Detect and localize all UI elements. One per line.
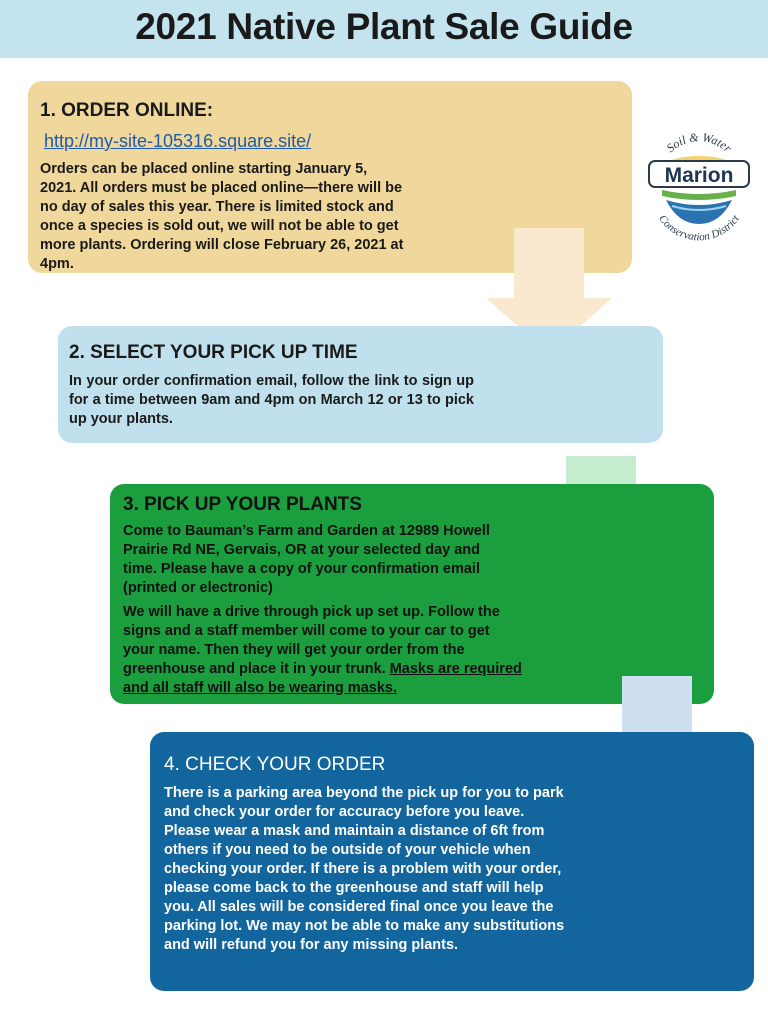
step-3-heading: 3. PICK UP YOUR PLANTS [123, 494, 362, 515]
step-1-body: Orders can be placed online starting January 5, 2021. All orders must be placed online—there will be no day of sales this year. There is limited stock and once a species is sold out, we will not be able to get more plants. Ordering will close February 26, 2021 at 4pm. [40, 161, 404, 272]
marion-swcd-logo [640, 120, 758, 250]
masks-notice: Masks are required and all staff will also be wearing masks. [123, 661, 522, 696]
step-3-body-a: Come to Bauman’s Farm and Garden at 12989 Howell Prairie Rd NE, Gervais, OR at your selected day and time. Please have a copy of your confirmation email (printed or electronic) [123, 523, 490, 596]
logo-top-text: Soil & Water [663, 130, 735, 156]
order-link[interactable]: http://my-site-105316.square.site/ [44, 131, 312, 151]
step-4-heading: 4. CHECK YOUR ORDER [164, 754, 386, 775]
logo-bottom-text: Conservation District [656, 212, 742, 244]
step-3-body-b [123, 603, 523, 698]
step-2-body: In your order confirmation email, follow the link to sign up for a time between 9am and 4pm on March 12 or 13 to pick up your plants. [69, 373, 474, 427]
step-1-heading: 1. ORDER ONLINE: [40, 100, 214, 121]
logo-name: Marion [664, 164, 734, 187]
svg-text:Soil & Water [664, 130, 735, 155]
page-title: 2021 Native Plant Sale Guide [135, 6, 633, 47]
step-2-heading: 2. SELECT YOUR PICK UP TIME [69, 342, 358, 363]
step-3-body-b-text: We will have a drive through pick up set up. Follow the signs and a staff member will come to your car to get your name. Then they will get your order from the greenhouse and place it in your trunk. [123, 604, 500, 677]
step-4-body: There is a parking area beyond the pick up for you to park and check your order for accuracy before you leave. Please wear a mask and maintain a distance of 6ft from others if you need to be outside of your vehicle when checking your order. If there is a problem with your order, please come back to the greenhouse and staff will help you. All sales will be considered final once you leave the parking lot. We may not be able to make any substitutions and will refund you for any missing plants. [164, 785, 565, 953]
